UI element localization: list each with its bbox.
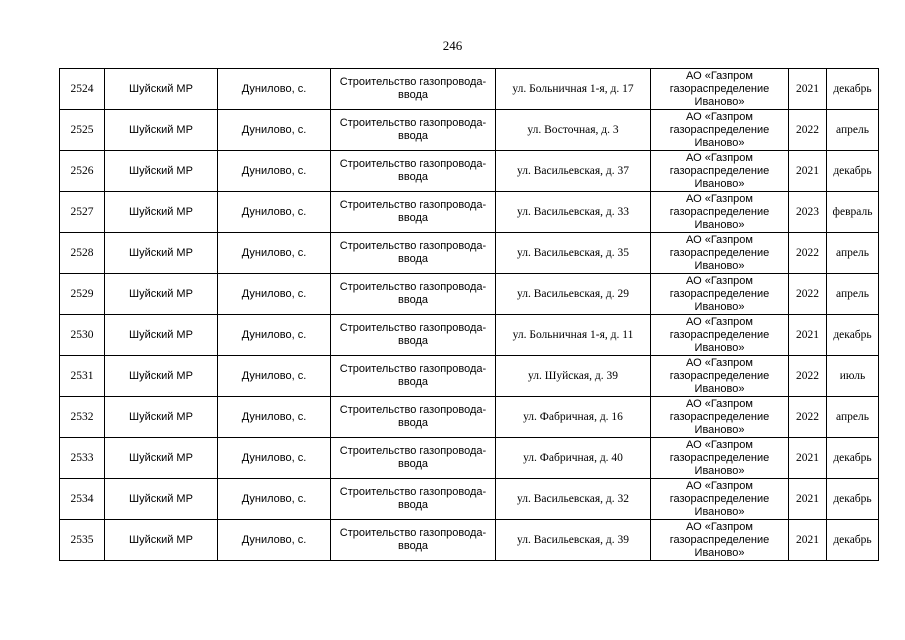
cell-organization-line: газораспределение [669, 328, 770, 341]
cell-year: 2021 [789, 479, 827, 520]
cell-month: февраль [827, 192, 879, 233]
cell-work-type [331, 110, 496, 151]
table-row [60, 520, 879, 561]
cell-work-type-line: ввода [398, 89, 428, 101]
cell-row-number: 2526 [60, 151, 105, 192]
cell-work-type-line: Строительство газопровода- [339, 486, 487, 498]
cell-address: ул. Васильевская, д. 33 [496, 192, 651, 233]
cell-work-type-line: Строительство газопровода- [339, 445, 487, 457]
table-row [60, 233, 879, 274]
cell-work-type-line: Строительство газопровода- [339, 363, 487, 375]
cell-month: апрель [827, 233, 879, 274]
cell-locality: Дунилово, с. [218, 151, 331, 192]
cell-year: 2021 [789, 315, 827, 356]
cell-work-type [331, 397, 496, 438]
cell-row-number: 2529 [60, 274, 105, 315]
cell-organization-line: газораспределение [669, 492, 770, 505]
cell-month: апрель [827, 274, 879, 315]
table-row [60, 192, 879, 233]
table-row [60, 110, 879, 151]
cell-year: 2022 [789, 397, 827, 438]
cell-address: ул. Васильевская, д. 37 [496, 151, 651, 192]
cell-locality: Дунилово, с. [218, 274, 331, 315]
gasification-table [59, 68, 879, 561]
cell-organization-line: газораспределение [669, 164, 770, 177]
cell-organization-line: Иваново» [694, 136, 745, 149]
cell-organization [651, 438, 789, 479]
cell-district: Шуйский МР [105, 69, 218, 110]
cell-organization-line: АО «Газпром [686, 397, 753, 410]
cell-work-type [331, 520, 496, 561]
cell-work-type [331, 151, 496, 192]
table-row [60, 397, 879, 438]
cell-locality: Дунилово, с. [218, 356, 331, 397]
cell-work-type-line: Строительство газопровода- [339, 322, 487, 334]
cell-organization-line: газораспределение [669, 82, 770, 95]
cell-work-type-line: Строительство газопровода- [339, 281, 487, 293]
cell-month: апрель [827, 397, 879, 438]
cell-district: Шуйский МР [105, 233, 218, 274]
cell-locality: Дунилово, с. [218, 438, 331, 479]
cell-row-number: 2532 [60, 397, 105, 438]
cell-address: ул. Васильевская, д. 39 [496, 520, 651, 561]
cell-organization-line: АО «Газпром [686, 192, 753, 205]
cell-organization-line: АО «Газпром [686, 315, 753, 328]
table-row [60, 151, 879, 192]
cell-row-number: 2531 [60, 356, 105, 397]
cell-organization-line: Иваново» [694, 464, 745, 477]
cell-organization-line: АО «Газпром [686, 69, 753, 82]
cell-organization [651, 110, 789, 151]
cell-organization-line: Иваново» [694, 341, 745, 354]
table-body [60, 69, 879, 561]
cell-organization [651, 315, 789, 356]
cell-month: декабрь [827, 151, 879, 192]
cell-month: декабрь [827, 69, 879, 110]
cell-address: ул. Васильевская, д. 32 [496, 479, 651, 520]
cell-work-type-line: ввода [398, 212, 428, 224]
cell-organization-line: газораспределение [669, 246, 770, 259]
cell-work-type-line: ввода [398, 540, 428, 552]
cell-work-type-line: Строительство газопровода- [339, 527, 487, 539]
cell-organization [651, 233, 789, 274]
cell-work-type-line: Строительство газопровода- [339, 240, 487, 252]
cell-work-type-line: Строительство газопровода- [339, 158, 487, 170]
table-row [60, 479, 879, 520]
page-number: 246 [442, 38, 463, 53]
cell-month: декабрь [827, 315, 879, 356]
cell-organization-line: Иваново» [694, 423, 745, 436]
cell-district: Шуйский МР [105, 151, 218, 192]
cell-organization-line: Иваново» [694, 300, 745, 313]
cell-row-number: 2527 [60, 192, 105, 233]
cell-row-number: 2530 [60, 315, 105, 356]
cell-year: 2021 [789, 520, 827, 561]
cell-row-number: 2534 [60, 479, 105, 520]
cell-organization-line: АО «Газпром [686, 438, 753, 451]
cell-work-type [331, 315, 496, 356]
cell-year: 2022 [789, 356, 827, 397]
cell-work-type-line: ввода [398, 335, 428, 347]
cell-organization [651, 520, 789, 561]
cell-organization-line: Иваново» [694, 382, 745, 395]
cell-work-type-line: ввода [398, 294, 428, 306]
cell-work-type-line: ввода [398, 171, 428, 183]
cell-district: Шуйский МР [105, 110, 218, 151]
cell-locality: Дунилово, с. [218, 192, 331, 233]
cell-row-number: 2535 [60, 520, 105, 561]
cell-address: ул. Васильевская, д. 35 [496, 233, 651, 274]
cell-locality: Дунилово, с. [218, 520, 331, 561]
cell-organization [651, 479, 789, 520]
cell-work-type-line: ввода [398, 130, 428, 142]
cell-locality: Дунилово, с. [218, 397, 331, 438]
cell-row-number: 2533 [60, 438, 105, 479]
cell-organization-line: газораспределение [669, 123, 770, 136]
cell-organization-line: АО «Газпром [686, 110, 753, 123]
table-row [60, 315, 879, 356]
cell-work-type-line: ввода [398, 253, 428, 265]
cell-address: ул. Больничная 1-я, д. 17 [496, 69, 651, 110]
cell-organization-line: АО «Газпром [686, 356, 753, 369]
cell-organization-line: газораспределение [669, 451, 770, 464]
cell-organization-line: АО «Газпром [686, 233, 753, 246]
cell-locality: Дунилово, с. [218, 233, 331, 274]
cell-organization-line: Иваново» [694, 95, 745, 108]
cell-year: 2021 [789, 69, 827, 110]
cell-organization-line: Иваново» [694, 546, 745, 559]
cell-work-type-line: ввода [398, 458, 428, 470]
cell-work-type [331, 233, 496, 274]
cell-address: ул. Шуйская, д. 39 [496, 356, 651, 397]
cell-year: 2022 [789, 233, 827, 274]
cell-work-type [331, 356, 496, 397]
cell-organization-line: АО «Газпром [686, 520, 753, 533]
cell-district: Шуйский МР [105, 520, 218, 561]
cell-month: декабрь [827, 479, 879, 520]
cell-year: 2021 [789, 438, 827, 479]
cell-address: ул. Васильевская, д. 29 [496, 274, 651, 315]
cell-year: 2022 [789, 110, 827, 151]
cell-organization [651, 274, 789, 315]
cell-organization-line: Иваново» [694, 218, 745, 231]
cell-organization-line: газораспределение [669, 533, 770, 546]
cell-work-type-line: Строительство газопровода- [339, 199, 487, 211]
cell-work-type [331, 192, 496, 233]
cell-organization [651, 151, 789, 192]
table-row [60, 438, 879, 479]
table-row [60, 356, 879, 397]
cell-district: Шуйский МР [105, 479, 218, 520]
cell-work-type-line: Строительство газопровода- [339, 404, 487, 416]
cell-locality: Дунилово, с. [218, 315, 331, 356]
cell-locality: Дунилово, с. [218, 69, 331, 110]
cell-organization-line: газораспределение [669, 410, 770, 423]
cell-work-type [331, 479, 496, 520]
cell-work-type-line: ввода [398, 499, 428, 511]
cell-row-number: 2524 [60, 69, 105, 110]
table-row [60, 69, 879, 110]
cell-organization [651, 397, 789, 438]
cell-month: апрель [827, 110, 879, 151]
cell-work-type-line: Строительство газопровода- [339, 117, 487, 129]
cell-year: 2022 [789, 274, 827, 315]
cell-locality: Дунилово, с. [218, 110, 331, 151]
cell-address: ул. Фабричная, д. 16 [496, 397, 651, 438]
cell-month: декабрь [827, 438, 879, 479]
cell-district: Шуйский МР [105, 397, 218, 438]
cell-address: ул. Восточная, д. 3 [496, 110, 651, 151]
cell-work-type-line: Строительство газопровода- [339, 76, 487, 88]
table-row [60, 274, 879, 315]
cell-organization [651, 192, 789, 233]
cell-organization-line: АО «Газпром [686, 479, 753, 492]
cell-work-type [331, 69, 496, 110]
cell-month: июль [827, 356, 879, 397]
cell-organization-line: газораспределение [669, 205, 770, 218]
cell-address: ул. Фабричная, д. 40 [496, 438, 651, 479]
cell-organization-line: Иваново» [694, 177, 745, 190]
cell-district: Шуйский МР [105, 356, 218, 397]
cell-row-number: 2525 [60, 110, 105, 151]
cell-work-type-line: ввода [398, 417, 428, 429]
cell-work-type [331, 438, 496, 479]
cell-work-type-line: ввода [398, 376, 428, 388]
cell-district: Шуйский МР [105, 274, 218, 315]
cell-month: декабрь [827, 520, 879, 561]
cell-work-type [331, 274, 496, 315]
cell-organization-line: газораспределение [669, 287, 770, 300]
cell-organization-line: АО «Газпром [686, 274, 753, 287]
cell-organization [651, 356, 789, 397]
cell-organization-line: газораспределение [669, 369, 770, 382]
cell-row-number: 2528 [60, 233, 105, 274]
cell-address: ул. Больничная 1-я, д. 11 [496, 315, 651, 356]
cell-district: Шуйский МР [105, 192, 218, 233]
cell-organization-line: АО «Газпром [686, 151, 753, 164]
cell-district: Шуйский МР [105, 315, 218, 356]
cell-year: 2023 [789, 192, 827, 233]
cell-organization-line: Иваново» [694, 505, 745, 518]
cell-year: 2021 [789, 151, 827, 192]
cell-district: Шуйский МР [105, 438, 218, 479]
cell-organization-line: Иваново» [694, 259, 745, 272]
cell-organization [651, 69, 789, 110]
cell-locality: Дунилово, с. [218, 479, 331, 520]
